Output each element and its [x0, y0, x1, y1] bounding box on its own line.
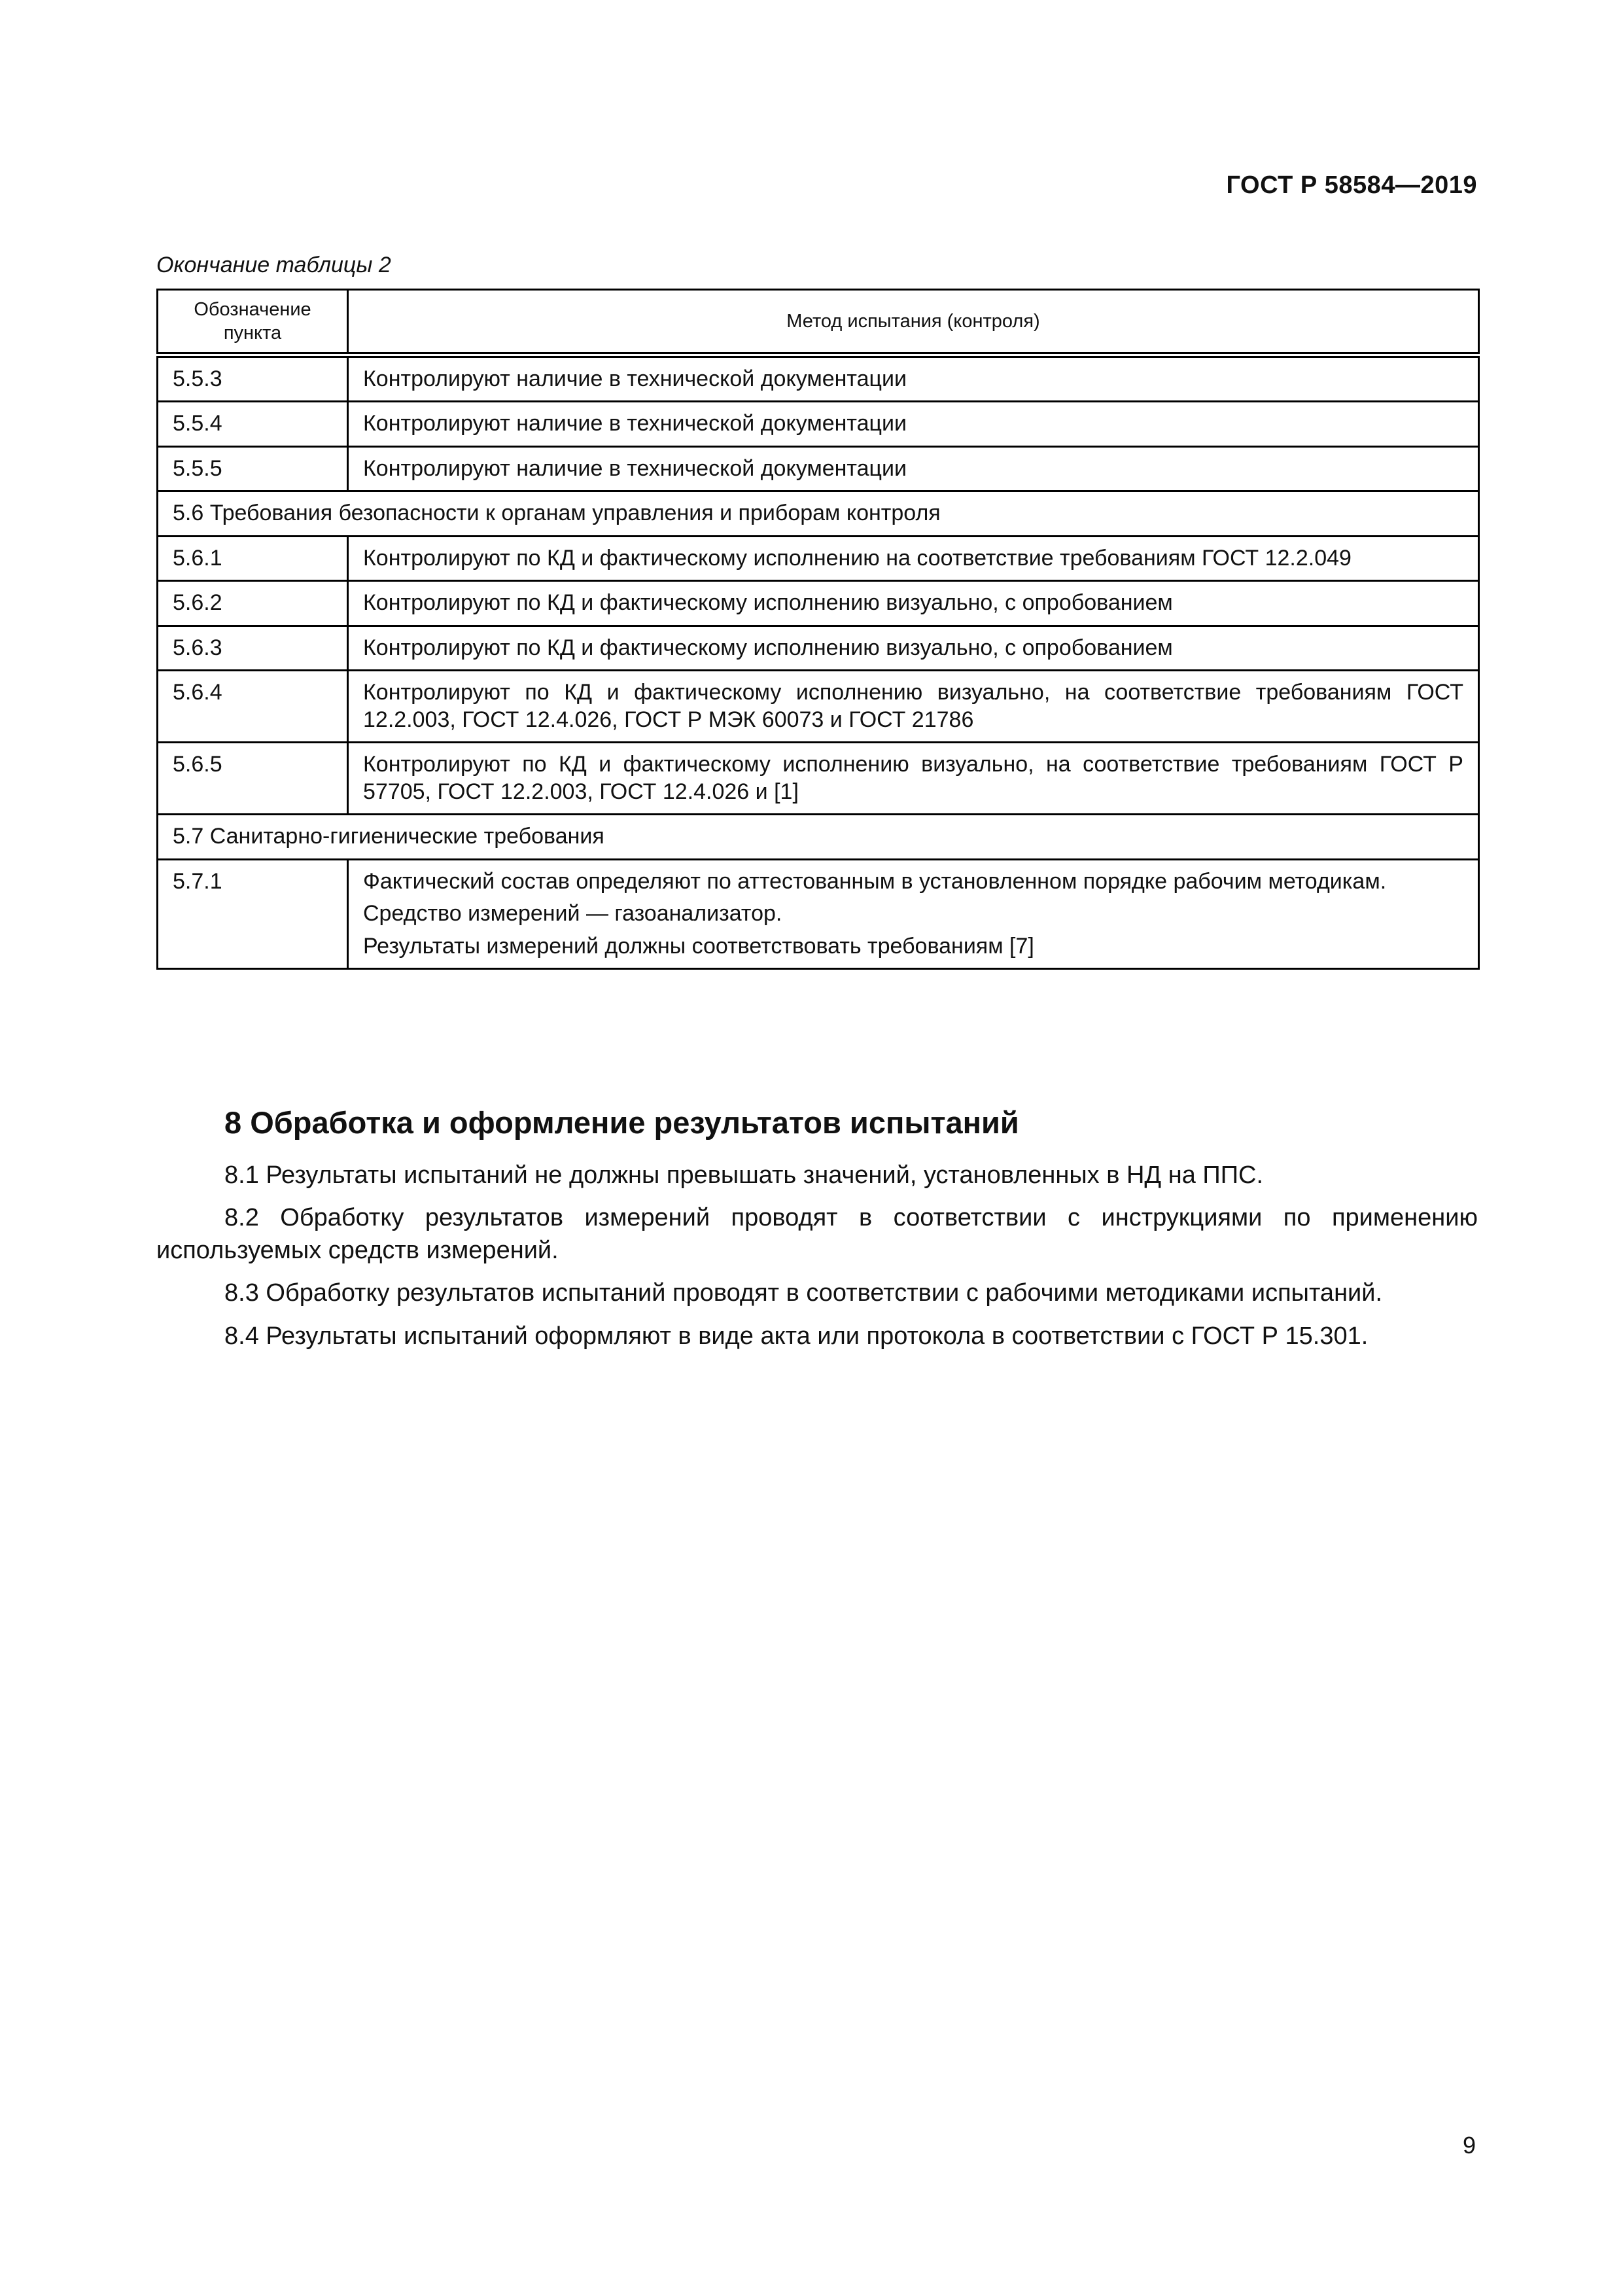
method-cell: [348, 859, 1479, 968]
table-section-row: [158, 491, 1479, 536]
clause-code-cell: 5.6.5: [158, 743, 348, 815]
table-row: [158, 671, 1479, 743]
table-caption: Окончание таблицы 2: [156, 253, 391, 277]
clause-code-cell: 5.5.3: [158, 355, 348, 402]
column-header-code: Обозначение пункта: [158, 290, 348, 355]
table-row: [158, 536, 1479, 580]
section-body: [156, 1159, 1478, 1363]
test-methods-table: [156, 289, 1480, 970]
table-section-row: [158, 815, 1479, 859]
section-heading: 8 Обработка и оформление результатов испытаний: [224, 1105, 1019, 1140]
column-header-method: Метод испытания (контроля): [348, 290, 1479, 355]
method-cell: [348, 536, 1479, 580]
clause-code-cell: 5.6.1: [158, 536, 348, 580]
table-row: [158, 859, 1479, 968]
method-text: Контролируют наличие в технической документации: [363, 411, 907, 436]
table-row: [158, 581, 1479, 626]
method-cell: [348, 626, 1479, 670]
paragraph: 8.3 Обработку результатов испытаний проводят в соответствии с рабочими методиками испытаний.: [224, 1279, 1383, 1307]
method-text: Результаты измерений должны соответствовать требованиям [7]: [363, 933, 1034, 959]
method-text: Контролируют по КД и фактическому исполнению визуально, на соответствие требованиям ГОСТ Р 57705, ГОСТ 12.2.003, ГОСТ 12.4.026 и [1]: [363, 752, 1463, 804]
method-cell: [348, 446, 1479, 491]
method-text: Средство измерений — газоанализатор.: [363, 901, 782, 927]
method-text: Контролируют по КД и фактическому исполнению визуально, с опробованием: [363, 590, 1173, 616]
method-text: Контролируют наличие в технической документации: [363, 455, 907, 481]
document-code: ГОСТ Р 58584—2019: [1226, 171, 1477, 199]
clause-code-cell: 5.7.1: [158, 859, 348, 968]
page-number: 9: [1462, 2132, 1476, 2159]
method-cell: [348, 402, 1479, 446]
method-cell: [348, 355, 1479, 402]
method-cell: [348, 581, 1479, 626]
section-title-cell: 5.6 Требования безопасности к органам управления и приборам контроля: [158, 491, 1479, 536]
clause-code-cell: 5.5.4: [158, 402, 348, 446]
paragraph: 8.4 Результаты испытаний оформляют в виде акта или протокола в соответствии с ГОСТ Р 15.301.: [224, 1322, 1369, 1350]
paragraph: 8.2 Обработку результатов измерений проводят в соответствии с инструкциями по применению используемых средств измерений.: [156, 1204, 1478, 1264]
paragraph: 8.1 Результаты испытаний не должны превышать значений, установленных в НД на ППС.: [224, 1161, 1264, 1189]
method-cell: [348, 743, 1479, 815]
table-row: [158, 402, 1479, 446]
method-text: Контролируют наличие в технической документации: [363, 366, 907, 391]
clause-code-cell: 5.6.2: [158, 581, 348, 626]
method-text: Контролируют по КД и фактическому исполнению визуально, на соответствие требованиям ГОСТ 12.2.003, ГОСТ 12.4.026, ГОСТ Р МЭК 60073 и ГОСТ 21786: [363, 680, 1463, 732]
method-cell: [348, 671, 1479, 743]
table-row: [158, 446, 1479, 491]
table-header-row: [158, 290, 1479, 355]
method-text: Контролируют по КД и фактическому исполнению визуально, с опробованием: [363, 635, 1173, 660]
section-title-cell: 5.7 Санитарно-гигиенические требования: [158, 815, 1479, 859]
method-text: Контролируют по КД и фактическому исполнению на соответствие требованиям ГОСТ 12.2.049: [363, 545, 1352, 571]
clause-code-cell: 5.5.5: [158, 446, 348, 491]
table-row: [158, 355, 1479, 402]
table-row: [158, 626, 1479, 670]
table-row: [158, 743, 1479, 815]
clause-code-cell: 5.6.3: [158, 626, 348, 670]
clause-code-cell: 5.6.4: [158, 671, 348, 743]
method-text: Фактический состав определяют по аттестованным в установленном порядке рабочим методикам.: [363, 868, 1387, 894]
table-body: [158, 355, 1479, 969]
